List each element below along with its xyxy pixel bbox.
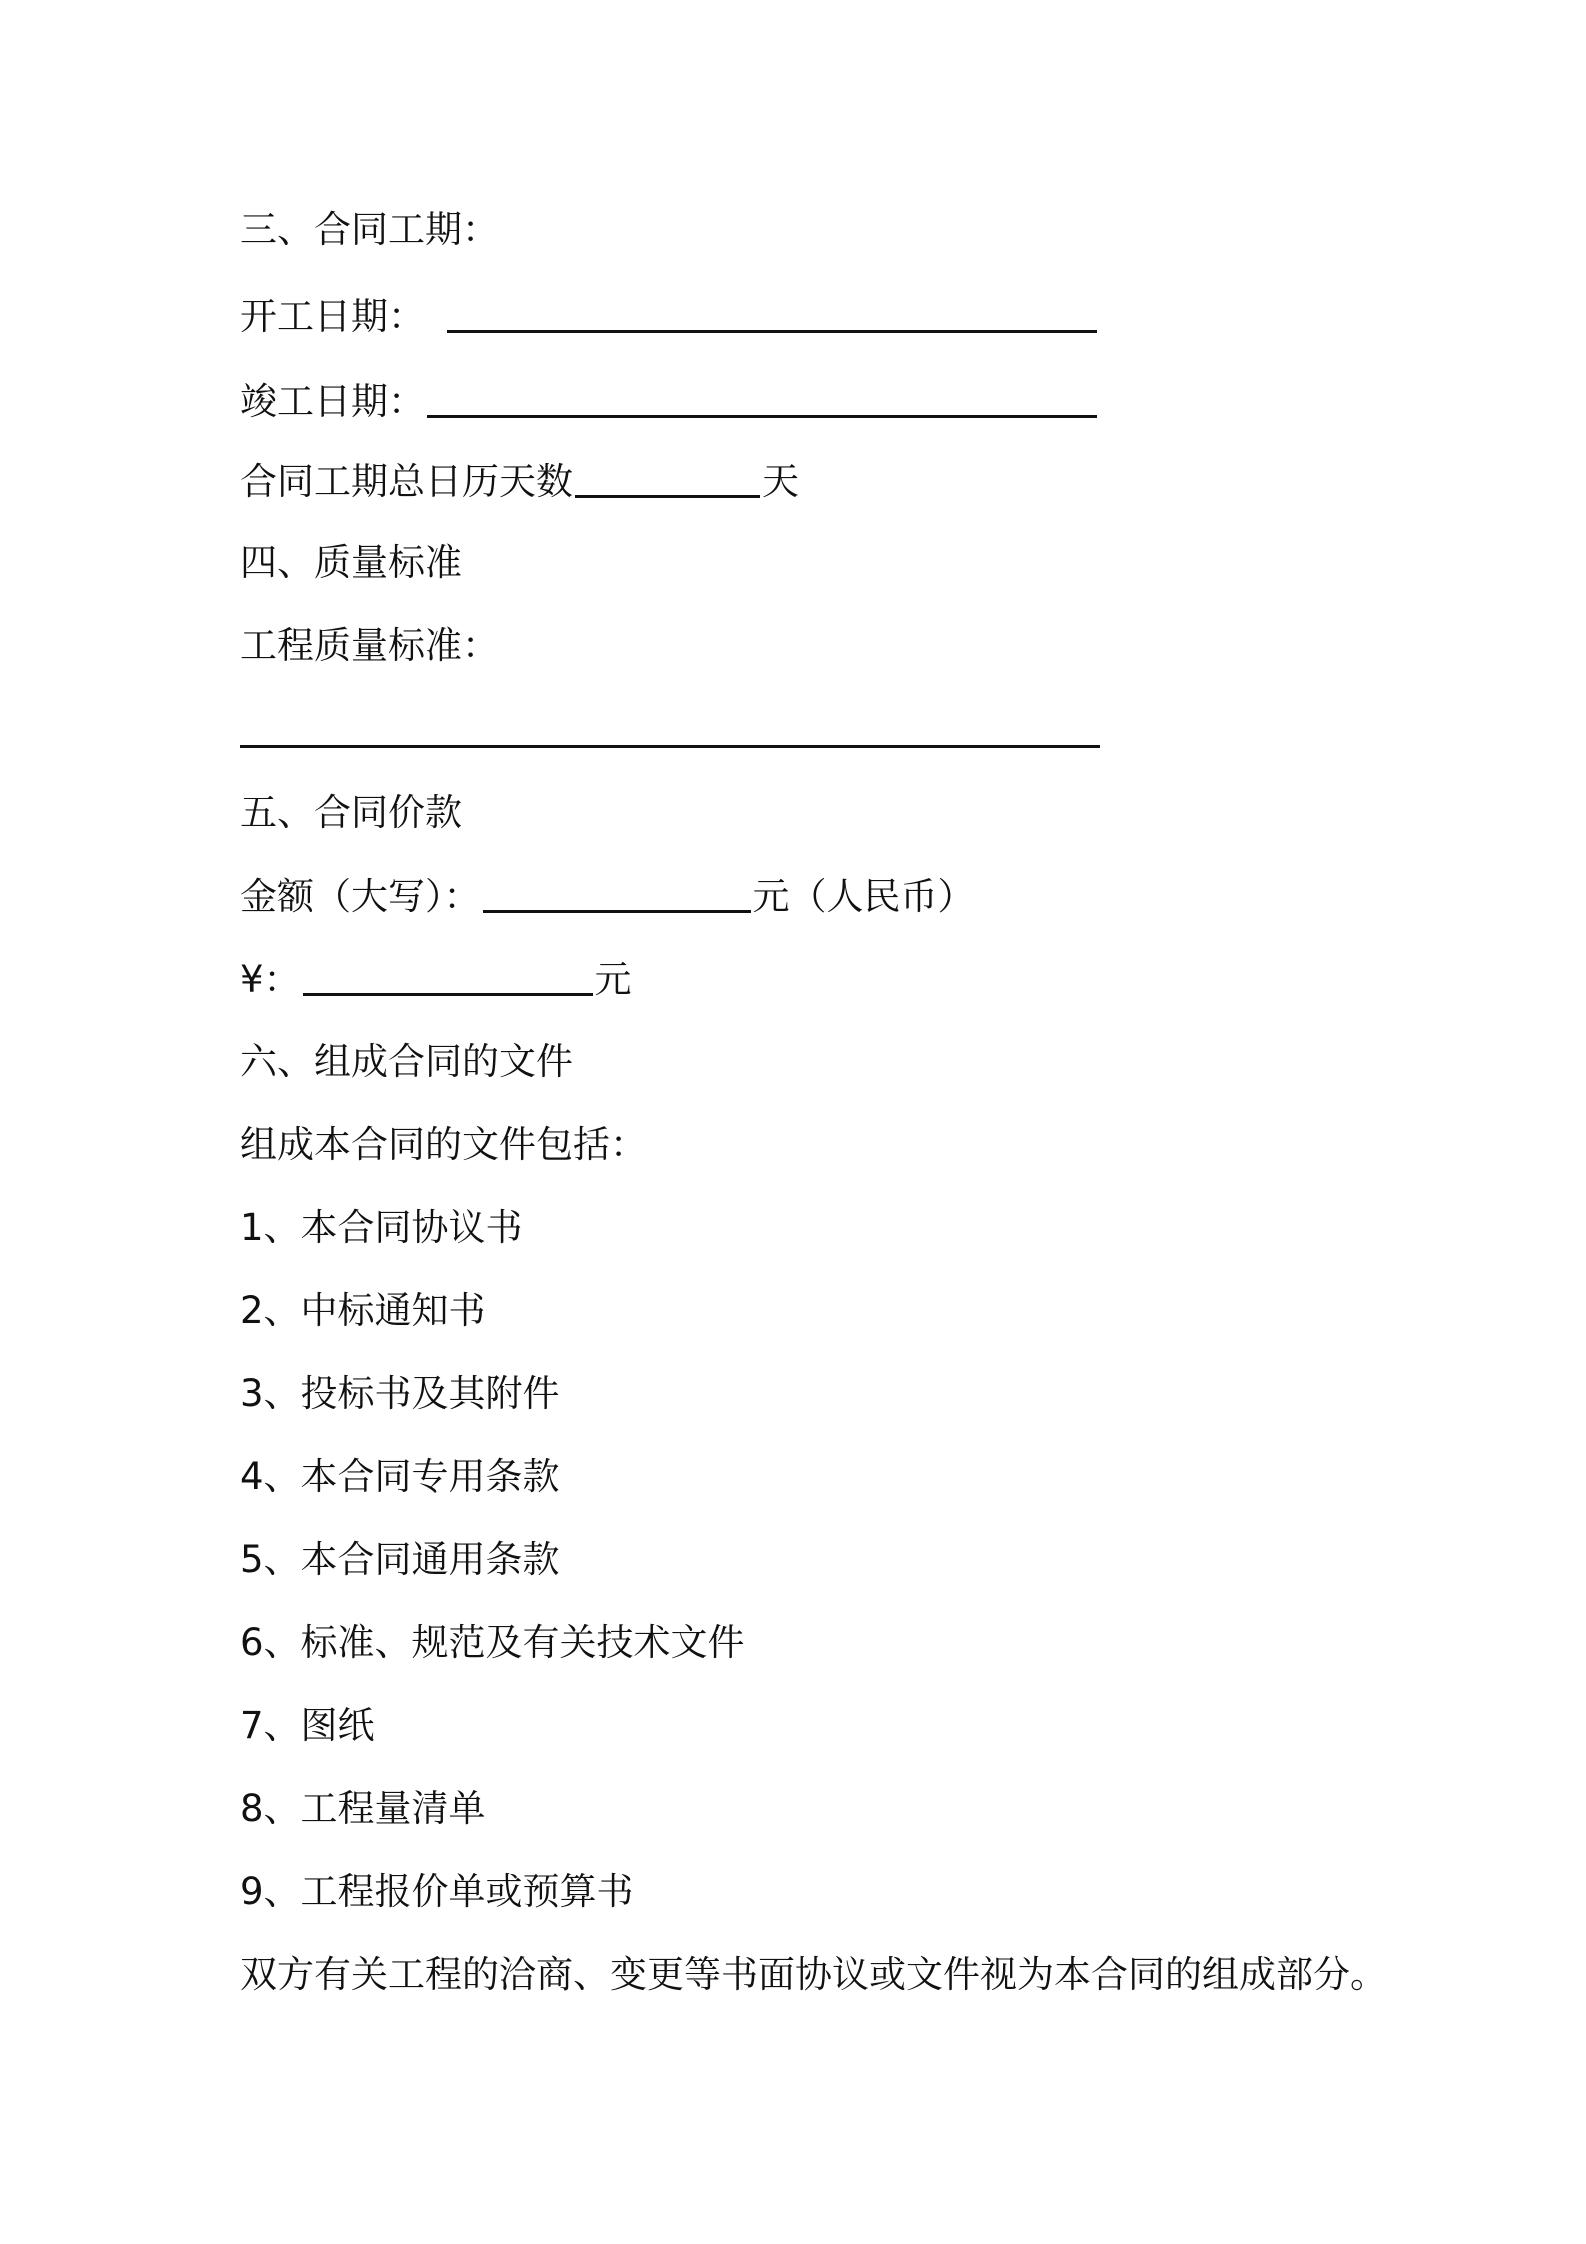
- start-date-row: [240, 290, 1099, 342]
- document-item: 6、标准、规范及有关技术文件: [240, 1621, 745, 1664]
- yen-label: ¥：: [240, 958, 301, 1001]
- section5-heading: 五、合同价款: [240, 791, 462, 834]
- document-item: 4、本合同专用条款: [240, 1455, 560, 1498]
- total-days-label: 合同工期总日历天数: [240, 460, 573, 503]
- closing-statement: 双方有关工程的洽商、变更等书面协议或文件视为本合同的组成部分。: [240, 1953, 1387, 1996]
- document-item: 5、本合同通用条款: [240, 1538, 560, 1581]
- quality-row: [240, 705, 1102, 757]
- amount-label: 金额（大写）：: [240, 875, 481, 918]
- yen-blank[interactable]: [303, 957, 593, 996]
- total-days-unit: 天: [762, 460, 799, 503]
- quality-label: 工程质量标准：: [240, 624, 499, 667]
- amount-row: [240, 870, 975, 922]
- yen-unit: 元: [594, 958, 632, 1001]
- document-item: 9、工程报价单或预算书: [240, 1870, 634, 1913]
- amount-unit: 元（人民币）: [752, 875, 975, 918]
- document-item: 2、中标通知书: [240, 1289, 486, 1332]
- amount-blank[interactable]: [483, 874, 751, 913]
- document-item: 1、本合同协议书: [240, 1206, 523, 1249]
- end-date-label: 竣工日期：: [240, 380, 425, 423]
- end-date-blank[interactable]: [427, 379, 1097, 418]
- total-days-blank[interactable]: [575, 459, 760, 498]
- quality-blank[interactable]: [240, 709, 1100, 748]
- document-item: 7、图纸: [240, 1704, 375, 1747]
- total-days-row: [240, 455, 799, 507]
- document-item: 8、工程量清单: [240, 1787, 486, 1830]
- end-date-row: [240, 375, 1099, 427]
- section3-heading: 三、合同工期：: [240, 208, 499, 251]
- yen-row: [240, 953, 632, 1005]
- documents-intro: 组成本合同的文件包括：: [240, 1123, 647, 1166]
- start-date-blank[interactable]: [447, 294, 1097, 333]
- document-item: 3、投标书及其附件: [240, 1372, 560, 1415]
- start-date-label: 开工日期：: [240, 295, 425, 338]
- section6-heading: 六、组成合同的文件: [240, 1040, 573, 1083]
- section4-heading: 四、质量标准: [240, 541, 462, 584]
